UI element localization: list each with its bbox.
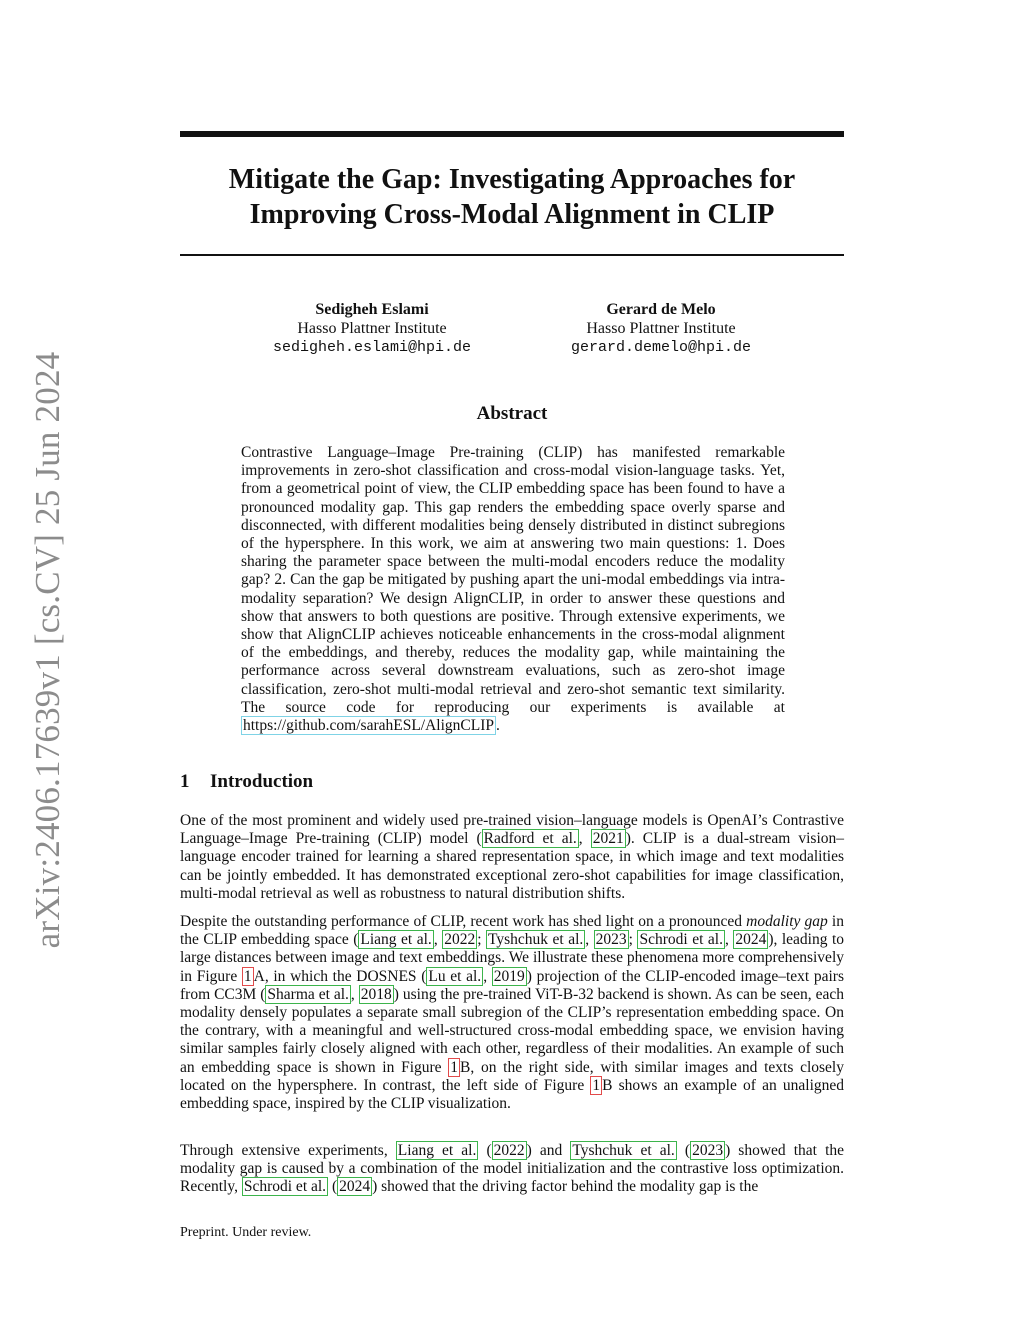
abstract-body-text: Contrastive Language–Image Pre-training (CLIP) has manifested remarkable improvements in zero-shot classification and cross-modal vision-language tasks. Yet, from a geometrical point of view, the CLIP embedding space has been found to have a pronounced modality gap. This gap renders the embedding space overly sparse and disconnected, with different modalities being densely distributed in distinct subregions of the hypersphere. In this work, we aim at answering two main questions: 1. Does sharing the parameter space between the multi-modal encoders reduce the modality gap? 2. Can the gap be mitigated by pushing apart the uni-modal embeddings via intra-modality separation? We design AlignCLIP, in order to answer these questions and show that answers to both questions are positive. Through extensive experiments, we show that AlignCLIP achieves noticeable enhancements in the cross-modal alignment of the embeddings, and thereby, reduces the modality gap, while maintaining the performance across several downstream evaluations, such as zero-shot image classification, zero-shot multi-modal retrieval and zero-shot semantic text similarity. The source code for reproducing our experiments is available at (241, 444, 785, 716)
abstract-text (241, 444, 785, 735)
figure-reference-link[interactable]: 1 (243, 967, 252, 985)
citation-link[interactable]: Sharma et al. (267, 985, 349, 1003)
abstract-end-punct: . (496, 717, 500, 735)
author-name: Sedigheh Eslami (315, 301, 429, 318)
paragraph-text: ). CLIP is a dual-stream vision–language encoder trained for learning a shared representation space, in which image and text modalities can be jointly embedded. It has demonstrated exceptional zero-shot capabilities for image classification, multi-modal retrieval as well as robustness to natural distribution shifts. (180, 830, 844, 902)
paragraph-text: Despite the outstanding performance of CLIP, recent work has shed light on a pronounced (180, 913, 747, 930)
author-name: Gerard de Melo (606, 301, 716, 318)
citation-link[interactable]: Radford et al. (483, 830, 577, 848)
paragraph-text: One of the most prominent and widely used pre-trained vision–language models is OpenAI’s Contrastive Language–Image Pre-training (CLIP) model ( (180, 812, 844, 848)
footer-note: Preprint. Under review. (180, 1225, 312, 1240)
paragraph-text: B, on the right side, with similar images and texts closely located on the hypersphere. In contrast, the left side of Figure (180, 1058, 844, 1094)
paragraph-text: ) and (526, 1142, 571, 1159)
paragraph-text: ) projection of the CLIP-encoded image–text pairs from CC3M ( (180, 967, 844, 1003)
citation-separator: , (585, 931, 594, 949)
author-block (531, 300, 791, 357)
citation-year-link[interactable]: 2023 (692, 1142, 724, 1159)
intro-paragraph (180, 913, 844, 1113)
section-heading-introduction (180, 771, 313, 793)
emphasized-term: modality gap (746, 913, 828, 930)
paragraph-text: ) using the pre-trained ViT-B-32 backend is shown. As can be seen, each modality densely populates a separate small subregion of the CLIP’s representation embedding space. On the contrary, with a meaningful and well-structured cross-modal embedding space, we envision having similar samples fairly closely aligned with each other, regardless of their modalities. An example of such an embedding space is shown in Figure (180, 985, 844, 1076)
author-block (242, 300, 502, 357)
citation-link[interactable]: Schrodi et al. (639, 931, 723, 949)
citation-link[interactable]: Liang et al. (397, 1142, 477, 1159)
figure-reference-link[interactable]: 1 (592, 1076, 601, 1094)
citation-separator: ( (328, 1178, 338, 1196)
citation-year-link[interactable]: 2023 (595, 931, 627, 949)
citation-separator: , (433, 931, 443, 949)
figure-reference-link[interactable]: 1 (450, 1058, 459, 1076)
paragraph-text: A, in which the DOSNES ( (253, 967, 427, 985)
author-email[interactable]: gerard.demelo@hpi.de (570, 339, 752, 356)
author-institution: Hasso Plattner Institute (586, 320, 736, 337)
citation-separator: , (483, 967, 492, 985)
author-institution: Hasso Plattner Institute (297, 320, 447, 337)
citation-separator: , (578, 830, 591, 848)
code-repository-link[interactable]: https://github.com/sarahESL/AlignCLIP (243, 717, 495, 735)
citation-separator: ( (478, 1142, 492, 1159)
arxiv-identifier-stamp: arXiv:2406.17639v1 [cs.CV] 25 Jun 2024 (28, 351, 67, 949)
citation-separator: ; (477, 931, 486, 949)
title-bottom-rule (180, 254, 844, 256)
title-top-rule (180, 131, 844, 137)
citation-year-link[interactable]: 2022 (444, 931, 476, 949)
section-title: Introduction (210, 771, 314, 792)
citation-link[interactable]: Tyshchuk et al. (488, 931, 584, 949)
citation-year-link[interactable]: 2021 (592, 830, 624, 848)
paragraph-text: ) showed that the modality gap is caused by a combination of the model initialization and the contrastive loss optimization. Recently, (180, 1142, 845, 1196)
abstract-heading: Abstract (476, 403, 548, 424)
citation-separator: , (724, 931, 734, 949)
paper-title: Mitigate the Gap: Investigating Approaches for Improving Cross-Modal Alignment in CLIP (228, 164, 796, 230)
intro-paragraph (180, 1142, 844, 1197)
intro-paragraph (180, 812, 844, 903)
citation-link[interactable]: Tyshchuk et al. (572, 1142, 675, 1159)
paragraph-text: ), leading to large distances between image and text embeddings. We illustrate these phenomena more comprehensively in Figure (180, 931, 845, 985)
paragraph-text: B shows an example of an unaligned embedding space, inspired by the CLIP visualization. (180, 1076, 845, 1113)
citation-link[interactable]: Schrodi et al. (243, 1178, 327, 1196)
citation-year-link[interactable]: 2024 (339, 1178, 371, 1196)
citation-link[interactable]: Liang et al. (360, 931, 432, 949)
citation-year-link[interactable]: 2022 (493, 1142, 525, 1159)
citation-separator: , (350, 985, 359, 1003)
citation-year-link[interactable]: 2018 (360, 985, 392, 1003)
paragraph-text: ) showed that the driving factor behind the modality gap is the (372, 1178, 759, 1196)
section-number: 1 (180, 771, 190, 792)
paragraph-text: in the CLIP embedding space ( (180, 913, 844, 949)
author-email[interactable]: sedigheh.eslami@hpi.de (272, 339, 472, 356)
citation-year-link[interactable]: 2024 (735, 931, 767, 949)
citation-separator: ( (676, 1142, 691, 1159)
paragraph-text: Through extensive experiments, (180, 1142, 396, 1159)
citation-year-link[interactable]: 2019 (493, 967, 525, 985)
citation-link[interactable]: Lu et al. (428, 967, 482, 985)
citation-separator: ; (628, 931, 638, 949)
